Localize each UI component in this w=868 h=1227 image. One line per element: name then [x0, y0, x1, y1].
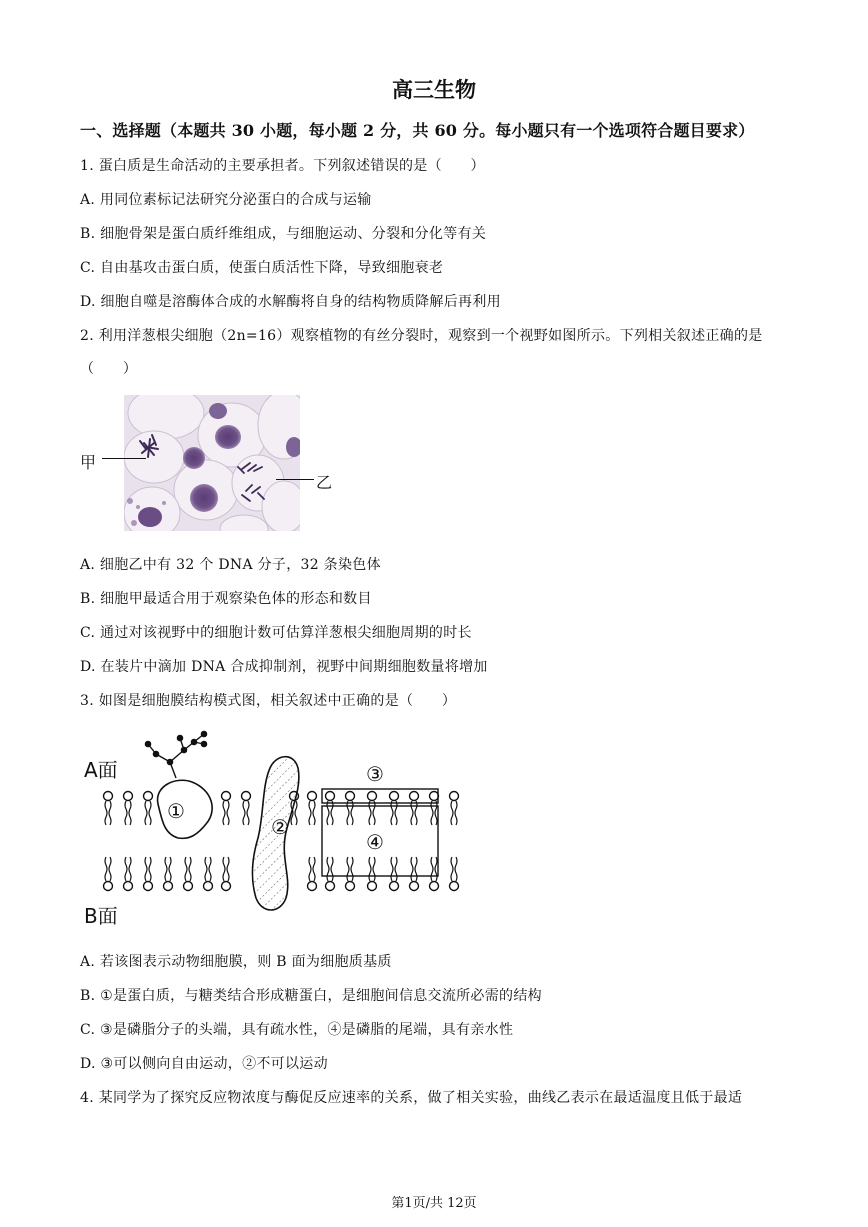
label-4: ④	[366, 830, 384, 854]
onion-root-tip-micrograph	[124, 395, 300, 531]
q2-option-d: D. 在装片中滴加 DNA 合成抑制剂，视野中间期细胞数量将增加	[80, 659, 488, 675]
q1-option-c: C. 自由基攻击蛋白质，使蛋白质活性下降，导致细胞衰老	[80, 260, 444, 276]
q1-option-a: A. 用同位素标记法研究分泌蛋白的合成与运输	[80, 192, 372, 208]
q1-option-b: B. 细胞骨架是蛋白质纤维组成，与细胞运动、分裂和分化等有关	[80, 226, 487, 242]
b-face-label: B面	[84, 904, 118, 928]
cell-yi-label: 乙	[316, 473, 333, 492]
q3-option-b: B. ①是蛋白质，与糖类结合形成糖蛋白，是细胞间信息交流所必需的结构	[80, 988, 542, 1004]
cell-jia-pointer	[102, 458, 146, 459]
label-2: ②	[271, 815, 289, 839]
q3-option-a: A. 若该图表示动物细胞膜，则 B 面为细胞质基质	[80, 954, 392, 970]
cell-jia-label: 甲	[80, 453, 97, 472]
page-footer: 第1页/共 12页	[391, 1196, 477, 1211]
q3-option-d: D. ③可以侧向自由运动，②不可以运动	[80, 1056, 328, 1072]
q2-option-a: A. 细胞乙中有 32 个 DNA 分子，32 条染色体	[80, 557, 381, 573]
label-3: ③	[366, 762, 384, 786]
q1-stem: 1. 蛋白质是生命活动的主要承担者。下列叙述错误的是（ ）	[80, 158, 485, 174]
q3-stem: 3. 如图是细胞膜结构模式图，相关叙述中正确的是（ ）	[80, 693, 457, 709]
q2-stem: 2. 利用洋葱根尖细胞（2n=16）观察植物的有丝分裂时，观察到一个视野如图所示。下列相关叙述正确的是	[80, 328, 763, 344]
q4-stem: 4. 某同学为了探究反应物浓度与酶促反应速率的关系，做了相关实验，曲线乙表示在最适温度且低于最适	[80, 1090, 743, 1106]
q2-stem-cont: （ ）	[80, 361, 138, 377]
a-face-label: A面	[84, 758, 118, 782]
q3-option-c: C. ③是磷脂分子的头端，具有疏水性，④是磷脂的尾端，具有亲水性	[80, 1022, 514, 1038]
label-1: ①	[167, 799, 185, 823]
page-title: 高三生物	[392, 77, 476, 102]
cell-yi-pointer	[276, 479, 314, 480]
q2-option-c: C. 通过对该视野中的细胞计数可估算洋葱根尖细胞周期的时长	[80, 625, 472, 641]
section-heading: 一、选择题（本题共 30 小题，每小题 2 分，共 60 分。每小题只有一个选项符合题目要求）	[80, 121, 755, 140]
q1-option-d: D. 细胞自噬是溶酶体合成的水解酶将自身的结构物质降解后再利用	[80, 294, 501, 310]
q2-option-b: B. 细胞甲最适合用于观察染色体的形态和数目	[80, 591, 372, 607]
